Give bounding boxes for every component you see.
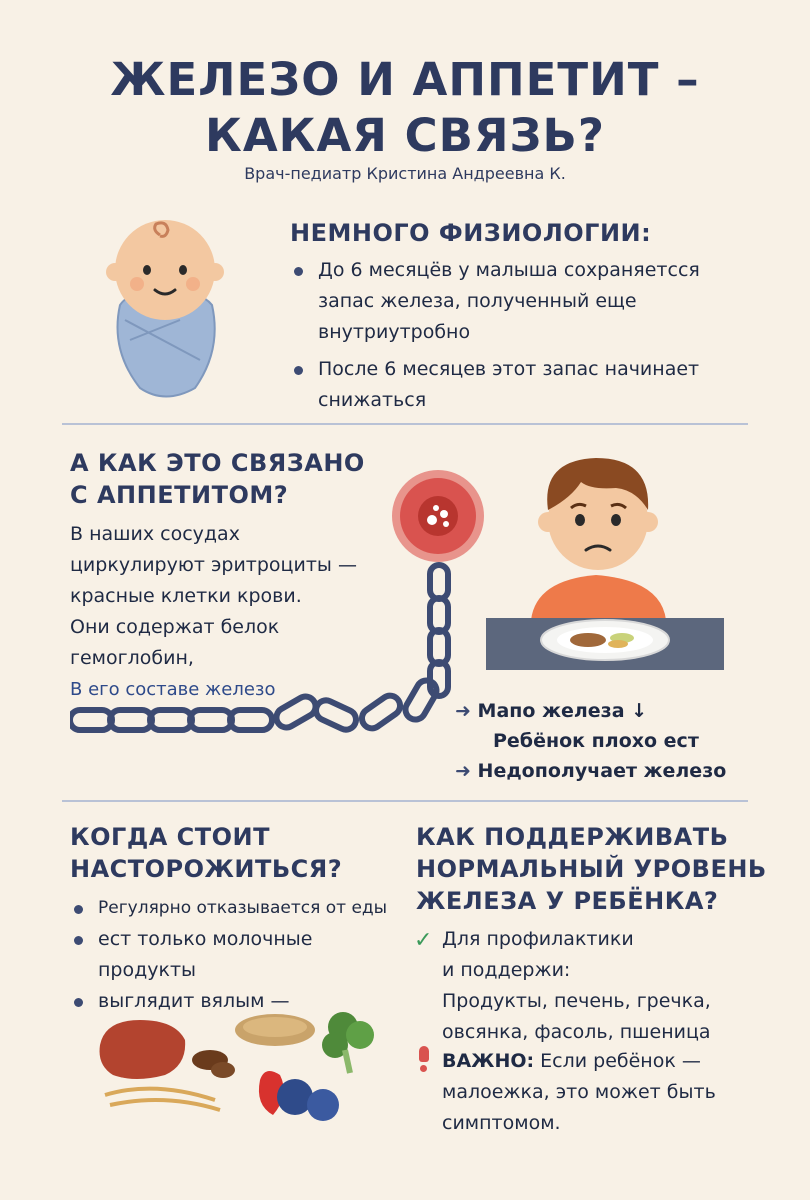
flow-step-3: ➜ Недополучает железо — [455, 760, 727, 782]
warning-heading-line1: КОГДА СТОИТ — [70, 823, 270, 851]
support-heading-line2: НОРМАЛЬНЫЙ УРОВЕНЬ — [416, 855, 767, 883]
bullet-icon — [74, 936, 83, 945]
text-line: Для профилактики — [442, 928, 634, 950]
divider — [62, 423, 748, 425]
text-line: и поддержи: — [442, 959, 571, 981]
warning-heading-line2: НАСТОРОЖИТЬСЯ? — [70, 855, 343, 883]
flow-list — [455, 696, 726, 786]
chain-icon — [70, 560, 480, 750]
important-label: ВАЖНО: — [442, 1050, 535, 1072]
text-line: Они содержат белок — [70, 616, 280, 638]
red-blood-cell-icon — [390, 468, 486, 564]
bullet-icon — [294, 366, 303, 375]
important-note — [442, 1046, 762, 1139]
connection-heading-line2: С АППЕТИТОМ? — [70, 481, 289, 509]
flow-step-2: Ребёнок плохо ест — [493, 730, 699, 752]
author-credit: Врач-педиатр Кристина Андреевна К. — [244, 164, 566, 183]
support-check-text — [442, 924, 752, 1048]
physiology-list — [290, 255, 760, 416]
check-icon: ✓ — [414, 928, 433, 953]
text-line: овсянка, фасоль, пшеница — [442, 1021, 711, 1043]
text-line: циркулируют эритроциты — — [70, 554, 357, 576]
list-item: ест только молочные продукты — [70, 924, 400, 986]
warning-list — [70, 893, 400, 1017]
list-item: выглядит вялым — — [70, 986, 400, 1017]
text-line: красные клетки крови. — [70, 585, 302, 607]
text-line: гемоглобин, — [70, 647, 194, 669]
arrow-right-icon: ➜ — [455, 760, 471, 782]
arrow-right-icon: ➜ — [455, 700, 471, 722]
exclamation-icon — [416, 1046, 432, 1072]
bullet-icon — [74, 998, 83, 1007]
baby-icon — [100, 210, 230, 400]
bullet-icon — [294, 267, 303, 276]
text-line: ВАЖНО: Если ребёнок — — [442, 1050, 701, 1072]
support-heading-line3: ЖЕЛЕЗА У РЕБЁНКА? — [416, 887, 719, 915]
physiology-heading: НЕМНОГО ФИЗИОЛОГИИ: — [290, 219, 652, 247]
page-title-line1: ЖЕЛЕЗО И АППЕТИТ – — [110, 53, 700, 106]
list-item: До 6 месяцёв у малыша сохраняетсся запас железа, полученный еще внутриутробно — [290, 255, 760, 348]
text-line: В наших сосудах — [70, 523, 240, 545]
list-item: После 6 месяцев этот запас начинает снижаться — [290, 354, 760, 416]
text-line: симптомом. — [442, 1112, 561, 1134]
flow-step-1: ➜ Мапо железа ↓ — [455, 700, 648, 722]
text-line: малоежка, это может быть — [442, 1081, 716, 1103]
page-title-line2: КАКАЯ СВЯЗЬ? — [205, 109, 605, 162]
text-line: В его составе железо — [70, 679, 276, 700]
connection-heading-line1: А КАК ЭТО СВЯЗАНО — [70, 449, 365, 477]
plate-icon — [540, 618, 670, 662]
list-item: Регулярно отказывается от еды — [70, 893, 400, 924]
text-line: Продукты, печень, гречка, — [442, 990, 711, 1012]
divider — [62, 800, 748, 802]
support-heading-line1: КАК ПОДДЕРЖИВАТЬ — [416, 823, 729, 851]
food-icon — [95, 1005, 405, 1135]
bullet-icon — [74, 905, 83, 914]
